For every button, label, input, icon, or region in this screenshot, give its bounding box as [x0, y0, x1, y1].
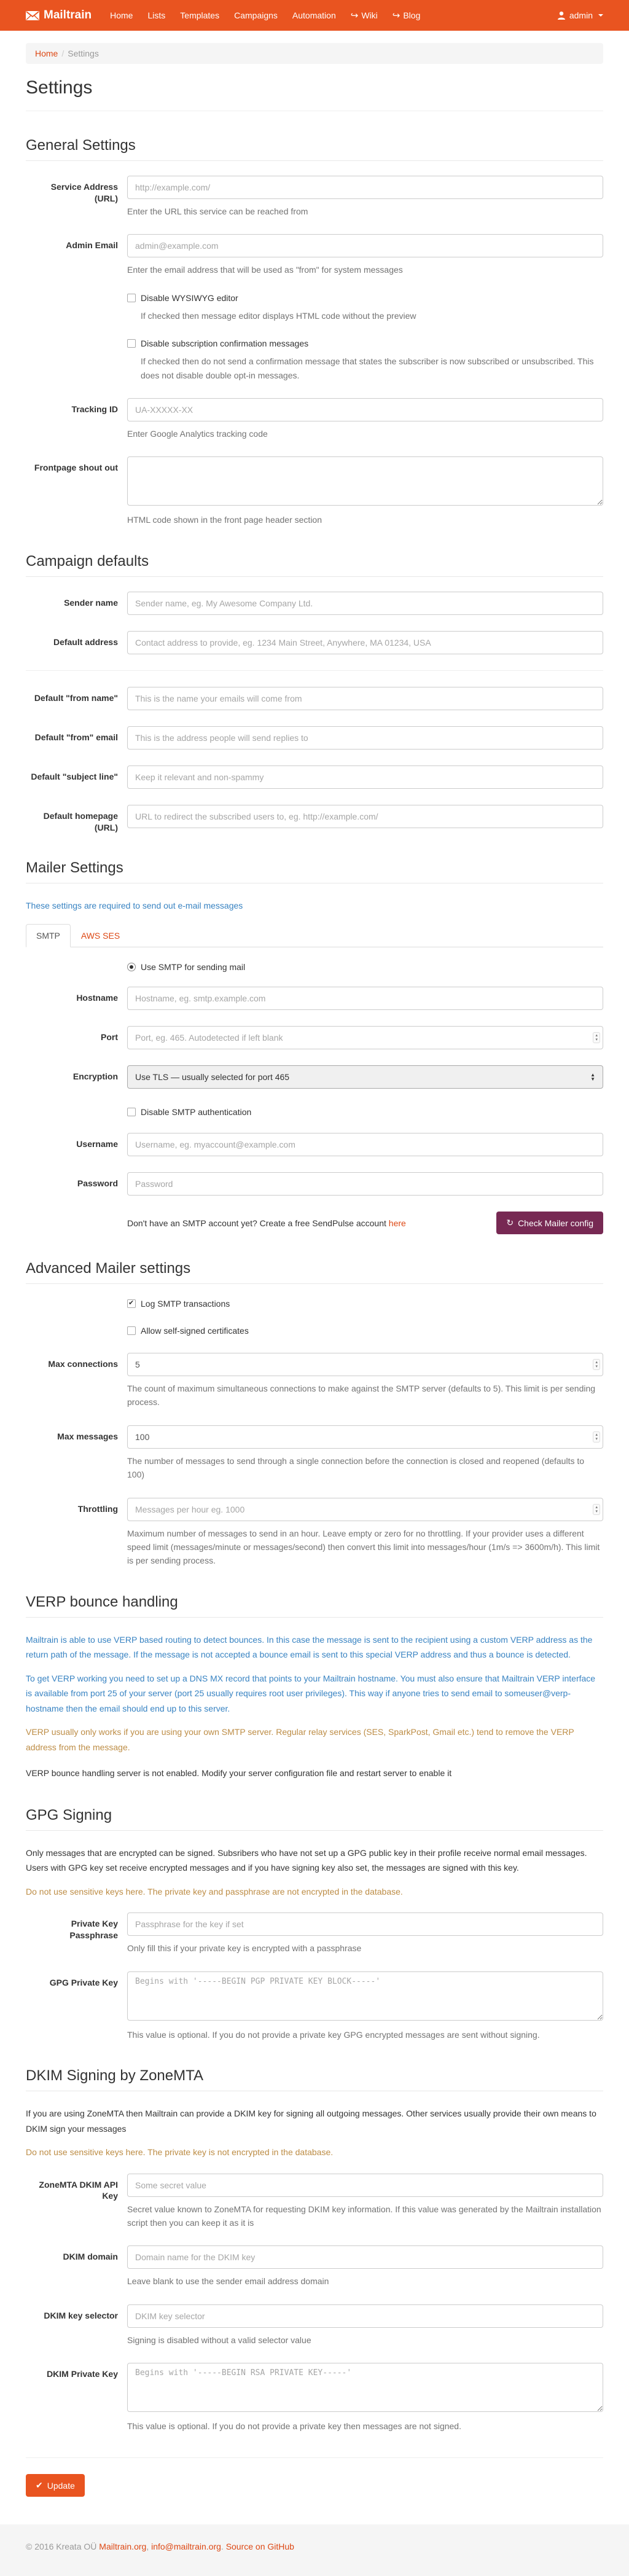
- tracking-id-label: Tracking ID: [71, 404, 118, 414]
- sender-name-label: Sender name: [64, 597, 118, 608]
- nav-item-wiki[interactable]: ↪ Wiki: [350, 10, 378, 21]
- external-link-icon: ↪: [350, 10, 359, 21]
- section-heading-general: General Settings: [26, 137, 603, 161]
- update-button[interactable]: ✔ Update: [26, 2474, 85, 2497]
- spinner-down-icon[interactable]: ▾: [595, 1038, 598, 1043]
- divider: [26, 2457, 603, 2458]
- throttling-help: Maximum number of messages to send in an hour. Leave empty or zero for no throttling. If your provider uses a different speed limit (messages/minute or messages/second) then convert this limit into messages/hour (1m/s => 3600m/h). This limit is per sending process.: [127, 1528, 600, 1566]
- gpg-passphrase-input[interactable]: [127, 1912, 603, 1936]
- spinner-up-icon[interactable]: ▴: [595, 1432, 598, 1437]
- select-arrows-icon: ▲ ▼: [590, 1072, 595, 1082]
- nav-item-campaigns[interactable]: Campaigns: [234, 10, 278, 20]
- homepage-label: Default homepage (URL): [43, 810, 118, 832]
- from-email-input[interactable]: [127, 726, 603, 750]
- hostname-label: Hostname: [76, 993, 118, 1003]
- disable-smtp-auth-label[interactable]: Disable SMTP authentication: [141, 1107, 252, 1118]
- sendpulse-here-link[interactable]: here: [388, 1218, 406, 1228]
- gpg-private-key-help: This value is optional. If you do not provide a private key GPG encrypted messages are sent without signing.: [127, 2029, 540, 2040]
- spinner-down-icon[interactable]: ▾: [595, 1364, 598, 1369]
- disable-wysiwyg-checkbox[interactable]: [127, 294, 136, 302]
- refresh-icon: ↻: [506, 1218, 514, 1228]
- breadcrumb-home-link[interactable]: Home: [35, 49, 58, 58]
- spinner-up-icon[interactable]: ▴: [595, 1033, 598, 1038]
- check-icon: ✔: [36, 2480, 43, 2491]
- spinner-down-icon[interactable]: ▾: [595, 1509, 598, 1514]
- from-email-label: Default "from" email: [34, 732, 118, 742]
- section-heading-verp: VERP bounce handling: [26, 1594, 603, 1618]
- disable-confirmations-help: If checked then do not send a confirmation message that states the subscriber is now subscribed or unsubscribed. This does not disable double opt-in messages.: [141, 356, 594, 380]
- sender-name-input[interactable]: [127, 592, 603, 615]
- nav-item-blog[interactable]: ↪ Blog: [392, 10, 421, 21]
- footer-mailtrain-link[interactable]: Mailtrain.org: [99, 2542, 147, 2552]
- subject-line-input[interactable]: [127, 765, 603, 789]
- user-icon: [557, 11, 566, 20]
- gpg-passphrase-label: Private Key Passphrase: [69, 1919, 118, 1941]
- homepage-input[interactable]: [127, 805, 603, 828]
- subject-line-label: Default "subject line": [31, 771, 118, 781]
- username-input[interactable]: [127, 1133, 603, 1156]
- dkim-selector-help: Signing is disabled without a valid selector value: [127, 2335, 311, 2345]
- nav-item-home[interactable]: Home: [110, 10, 133, 20]
- dkim-domain-help: Leave blank to use the sender email address domain: [127, 2276, 329, 2287]
- use-smtp-radio-label[interactable]: Use SMTP for sending mail: [141, 962, 246, 973]
- default-address-input[interactable]: [127, 631, 603, 654]
- dkim-domain-label: DKIM domain: [63, 2252, 118, 2262]
- admin-email-label: Admin Email: [66, 240, 118, 251]
- section-heading-advanced: Advanced Mailer settings: [26, 1260, 603, 1284]
- breadcrumb-current: Settings: [68, 49, 99, 58]
- footer-email-link[interactable]: info@mailtrain.org: [151, 2542, 221, 2552]
- breadcrumb-separator: /: [61, 49, 64, 58]
- gpg-private-key-textarea[interactable]: [127, 1971, 603, 2021]
- brand-link[interactable]: [26, 0, 103, 31]
- mailer-tabs: [26, 924, 603, 947]
- encryption-selected-value: Use TLS — usually selected for port 465: [135, 1072, 290, 1082]
- user-menu[interactable]: [557, 0, 603, 31]
- verp-para-1: Mailtrain is able to use VERP based routing to detect bounces. In this case the message is sent to the recipient using a custom VERP address as the return path of the message. If the message is not accepted a bounce email is sent to this special VERP address and thus a bounce is detected.: [26, 1634, 593, 1660]
- dkim-private-key-help: This value is optional. If you do not provide a private key then messages are not signed.: [127, 2421, 461, 2432]
- nav-item-automation[interactable]: Automation: [292, 10, 336, 20]
- page-title: Settings: [26, 77, 93, 98]
- breadcrumb: [26, 43, 603, 64]
- hostname-input[interactable]: [127, 987, 603, 1010]
- dkim-intro: If you are using ZoneMTA then Mailtrain can provide a DKIM key for signing all outgoing messages. Other services usually provide their own means to DKIM sign your messages: [26, 2108, 596, 2134]
- service-address-input[interactable]: [127, 176, 603, 199]
- spinner-up-icon[interactable]: ▴: [595, 1360, 598, 1365]
- admin-email-input[interactable]: [127, 234, 603, 257]
- page-footer: © 2016 Kreata OÜ Mailtrain.org, info@mailtrain.org. Source on GitHub: [0, 2524, 629, 2576]
- gpg-intro: Only messages that are encrypted can be signed. Subsribers who have not set up a GPG public key in their profile receive normal email messages. Users with GPG key set receive encrypted messages and if you have signing key also set, the messages are signed with this key.: [26, 1847, 587, 1873]
- dkim-private-key-textarea[interactable]: [127, 2363, 603, 2412]
- tab-smtp[interactable]: SMTP: [26, 924, 71, 947]
- check-mailer-config-button[interactable]: ↻ Check Mailer config: [496, 1212, 603, 1234]
- shoutout-help: HTML code shown in the front page header section: [127, 515, 322, 525]
- dkim-warning: Do not use sensitive keys here. The private key is not encrypted in the database.: [26, 2147, 334, 2158]
- section-heading-dkim: DKIM Signing by ZoneMTA: [26, 2067, 603, 2091]
- external-link-icon: ↪: [392, 10, 400, 21]
- tracking-id-help: Enter Google Analytics tracking code: [127, 428, 268, 439]
- tracking-id-input[interactable]: [127, 398, 603, 421]
- disable-smtp-auth-checkbox[interactable]: [127, 1108, 136, 1116]
- self-signed-label[interactable]: Allow self-signed certificates: [141, 1326, 249, 1336]
- gpg-warning: Do not use sensitive keys here. The private key and passphrase are not encrypted in the database.: [26, 1886, 403, 1897]
- divider: [26, 670, 603, 671]
- gpg-passphrase-help: Only fill this if your private key is encrypted with a passphrase: [127, 1943, 362, 1954]
- user-name: admin: [569, 10, 593, 20]
- max-messages-label: Max messages: [57, 1431, 118, 1441]
- use-smtp-radio[interactable]: [127, 963, 136, 971]
- admin-email-help: Enter the email address that will be used as "from" for system messages: [127, 265, 403, 275]
- footer-copyright: © 2016 Kreata OÜ: [26, 2542, 100, 2552]
- service-address-help: Enter the URL this service can be reached from: [127, 206, 308, 216]
- disable-wysiwyg-label[interactable]: Disable WYSIWYG editor: [141, 292, 238, 303]
- service-address-label: Service Address (URL): [50, 182, 118, 203]
- dkim-selector-label: DKIM key selector: [44, 2310, 118, 2320]
- brand-label: Mailtrain: [44, 9, 92, 22]
- max-connections-label: Max connections: [48, 1359, 118, 1369]
- brand-logo-envelope-icon: [26, 11, 39, 20]
- spinner-up-icon[interactable]: ▴: [595, 1505, 598, 1509]
- disable-wysiwyg-help: If checked then message editor displays HTML code without the preview: [141, 310, 416, 321]
- default-address-label: Default address: [53, 636, 118, 647]
- encryption-select[interactable]: [127, 1065, 603, 1089]
- from-name-input[interactable]: [127, 687, 603, 710]
- throttling-input[interactable]: [127, 1498, 603, 1521]
- tab-aws-ses[interactable]: AWS SES: [80, 931, 120, 941]
- from-name-label: Default "from name": [34, 692, 118, 703]
- dkim-private-key-label: DKIM Private Key: [47, 2369, 118, 2379]
- shoutout-textarea[interactable]: [127, 456, 603, 506]
- disable-confirmations-checkbox[interactable]: [127, 339, 136, 348]
- encryption-label: Encryption: [72, 1071, 118, 1082]
- max-messages-help: The number of messages to send through a single connection before the connection is closed and reopened (defaults to 100): [127, 1455, 585, 1480]
- nav-item-templates[interactable]: Templates: [180, 10, 220, 20]
- section-heading-mailer: Mailer Settings: [26, 859, 603, 883]
- sendpulse-text: Don't have an SMTP account yet? Create a free SendPulse account here: [127, 1218, 406, 1228]
- shoutout-label: Frontpage shout out: [34, 463, 118, 473]
- verp-warning: VERP usually only works if you are using your own SMTP server. Regular relay services (SES, SparkPost, Gmail etc.) tend to remove the VERP address from the message.: [26, 1727, 574, 1752]
- dkim-api-key-input[interactable]: [127, 2174, 603, 2197]
- dkim-api-key-help: Secret value known to ZoneMTA for requesting DKIM key information. If this value was generated by the Mailtrain installation script then you can keep it as it is: [127, 2204, 601, 2228]
- throttling-label: Throttling: [77, 1503, 118, 1514]
- max-messages-input[interactable]: [127, 1425, 603, 1449]
- nav-item-lists[interactable]: Lists: [147, 10, 166, 20]
- disable-confirmations-label[interactable]: Disable subscription confirmation messages: [141, 339, 309, 349]
- section-heading-gpg: GPG Signing: [26, 1807, 603, 1831]
- dkim-selector-input[interactable]: [127, 2304, 603, 2328]
- self-signed-checkbox[interactable]: [127, 1326, 136, 1335]
- footer-github-link[interactable]: Source on GitHub: [225, 2542, 294, 2552]
- gpg-private-key-label: GPG Private Key: [49, 1977, 118, 1987]
- section-heading-campaign: Campaign defaults: [26, 553, 603, 577]
- password-label: Password: [77, 1178, 118, 1189]
- dkim-api-key-label: ZoneMTA DKIM API Key: [39, 2179, 118, 2201]
- spinner-down-icon[interactable]: ▾: [595, 1436, 598, 1441]
- log-smtp-label[interactable]: Log SMTP transactions: [141, 1299, 230, 1309]
- log-smtp-checkbox[interactable]: [127, 1299, 136, 1308]
- top-navbar: [0, 0, 629, 31]
- port-label: Port: [101, 1032, 118, 1043]
- verp-para-2: To get VERP working you need to set up a DNS MX record that points to your Mailtrain hostname. You must also ensure that Mailtrain VERP interface is available from port 25 of your server (port 25 usually requires root user privileges). This way if anyone tries to send email to someuser@verp-hostname then the email should end up to this server.: [26, 1673, 596, 1713]
- port-input[interactable]: [127, 1026, 603, 1049]
- caret-down-icon: [598, 14, 603, 17]
- password-input[interactable]: [127, 1172, 603, 1196]
- mailer-intro-text: These settings are required to send out e-mail messages: [26, 900, 243, 910]
- verp-status: VERP bounce handling server is not enabled. Modify your server configuration file and restart server to enable it: [26, 1768, 452, 1779]
- max-connections-help: The count of maximum simultaneous connections to make against the SMTP server (defaults to 5). This limit is per sending process.: [127, 1384, 596, 1407]
- username-label: Username: [76, 1139, 118, 1149]
- dkim-domain-input[interactable]: [127, 2245, 603, 2269]
- max-connections-input[interactable]: [127, 1353, 603, 1376]
